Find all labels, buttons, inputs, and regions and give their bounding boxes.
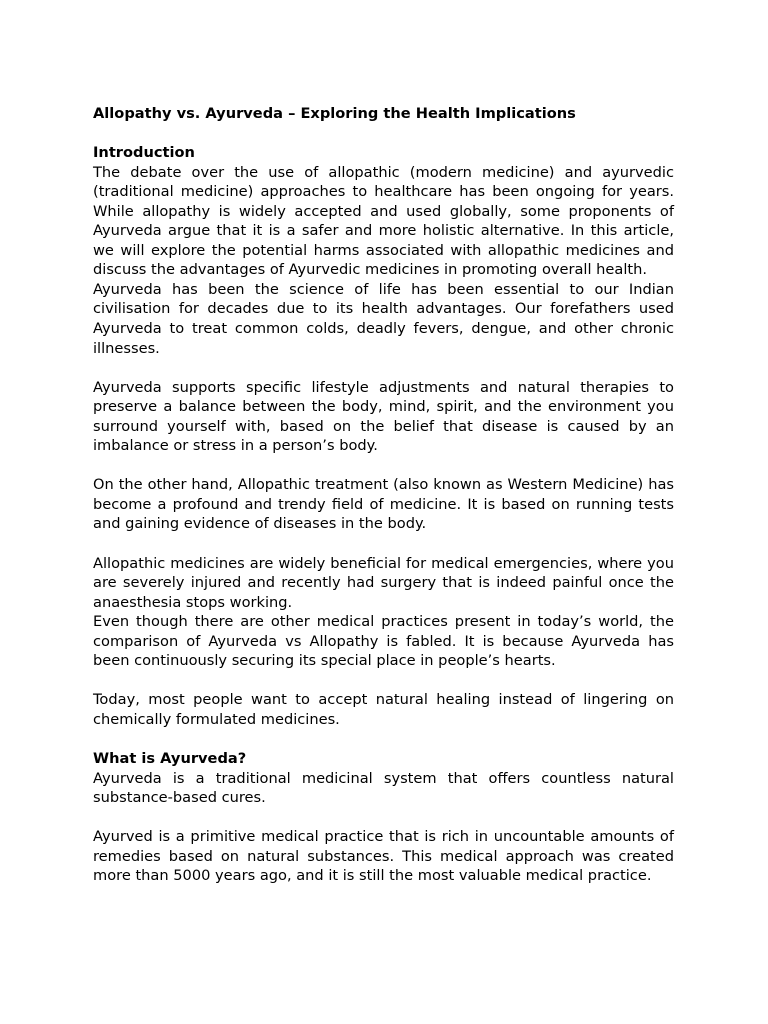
allopathy-emergency-paragraph: Allopathic medicines are widely beneficial for medical emergencies, where you are severely injured and recently had surgery that is indeed painful once the anaesthesia stops working. — [93, 554, 674, 611]
intro-heading: Introduction — [93, 144, 195, 162]
ayurveda-lifestyle-paragraph: Ayurveda supports specific lifestyle adjustments and natural therapies to preserve a balance between the body, mind, spirit, and the environment you surround yourself with, based on the belief that disease is caused by an imbalance or stress in a person’s body. — [93, 378, 674, 455]
natural-healing-paragraph: Today, most people want to accept natural healing instead of lingering on chemically formulated medicines. — [93, 691, 674, 728]
ayurveda-definition-paragraph: Ayurveda is a traditional medicinal system that offers countless natural substance-based cures. — [93, 769, 674, 807]
ayurveda-origin-paragraph: Ayurved is a primitive medical practice that is rich in uncountable amounts of remedies based on natural substances. This medical approach was created more than 5000 years ago, and it is still the most valuable medical practice. — [93, 828, 674, 885]
spacer — [93, 456, 674, 476]
spacer — [93, 534, 674, 554]
spacer — [93, 808, 674, 828]
document-title: Allopathy vs. Ayurveda – Exploring the Health Implications — [93, 105, 576, 122]
document-page — [93, 104, 674, 886]
spacer — [93, 730, 674, 750]
comparison-paragraph: Even though there are other medical practices present in today’s world, the comparison of Ayurveda vs Allopathy is fabled. It is because Ayurveda has been continuously securing its special place in people’s hearts. — [93, 613, 674, 670]
what-is-ayurveda-heading: What is Ayurveda? — [93, 750, 247, 768]
ayurveda-history-paragraph: Ayurveda has been the science of life has been essential to our Indian civilisation for decades due to its health advantages. Our forefathers used Ayurveda to treat common colds, deadly fevers, dengue, and other chronic illnesses. — [93, 280, 674, 357]
spacer — [93, 671, 674, 691]
intro-paragraph: The debate over the use of allopathic (modern medicine) and ayurvedic (traditional medicine) approaches to healthcare has been ongoing for years. While allopathy is widely accepted and used globally, some proponents of Ayurveda argue that it is a safer and more holistic alternative. In this article, we will explore the potential harms associated with allopathic medicines and discuss the advantages of Ayurvedic medicines in promoting overall health. — [93, 163, 674, 279]
allopathy-paragraph: On the other hand, Allopathic treatment (also known as Western Medicine) has become a profound and trendy field of medicine. It is based on running tests and gaining evidence of diseases in the body. — [93, 476, 674, 533]
spacer — [93, 358, 674, 378]
spacer — [93, 124, 674, 144]
